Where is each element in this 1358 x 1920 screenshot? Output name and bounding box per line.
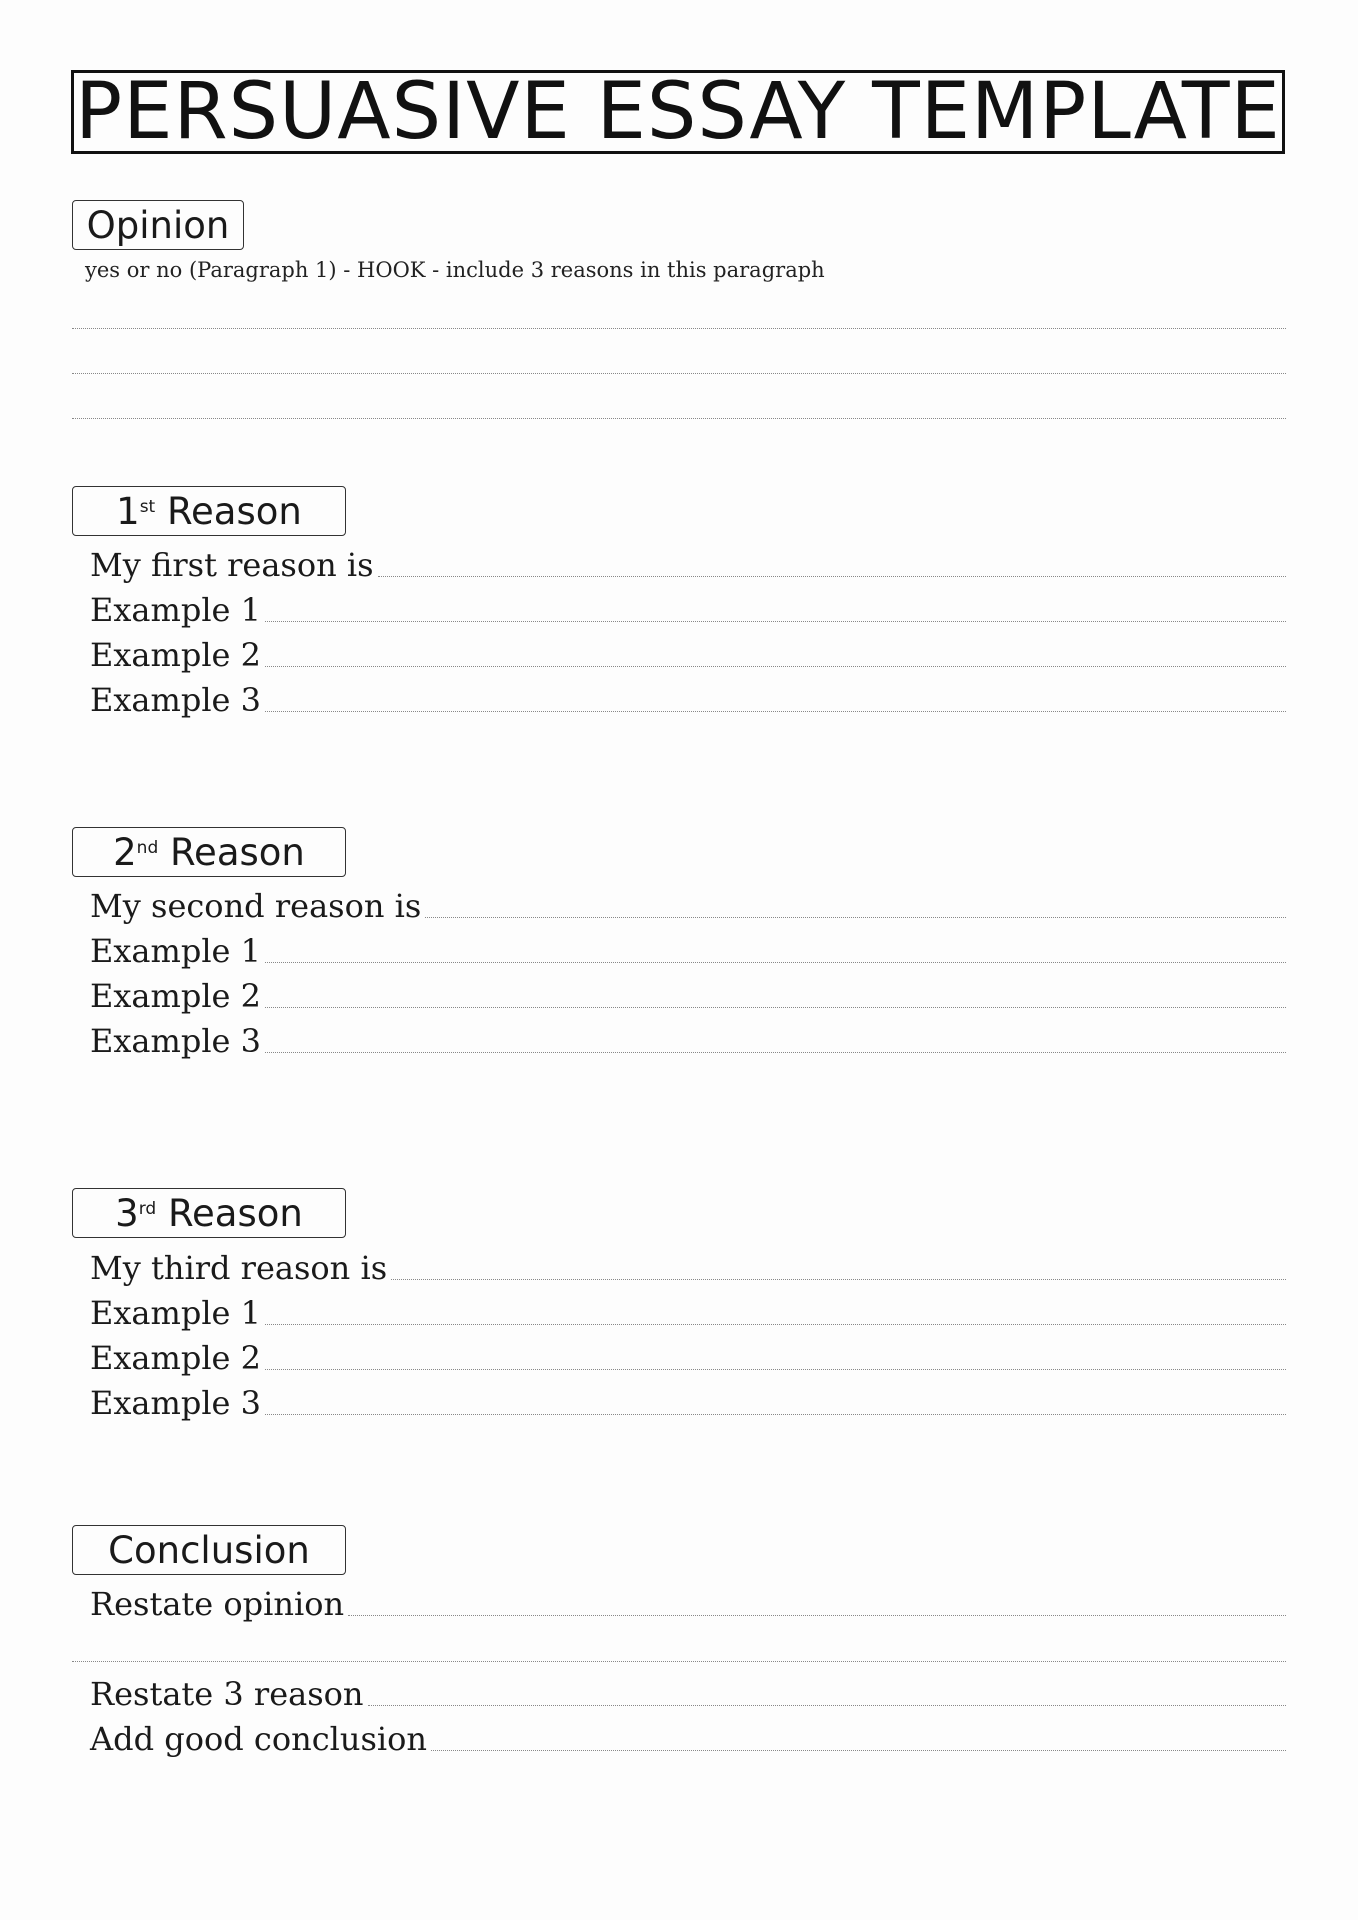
reason-word: Reason xyxy=(166,489,302,533)
reason-2-line[interactable] xyxy=(90,884,1286,924)
write-line[interactable] xyxy=(265,1052,1286,1053)
conclusion-write-line[interactable] xyxy=(72,1661,1286,1662)
conclusion-line[interactable] xyxy=(90,1717,1286,1757)
opinion-instruction: yes or no (Paragraph 1) - HOOK - include 3 reasons in this paragraph xyxy=(85,258,825,282)
line-prompt: Example 2 xyxy=(90,1339,262,1377)
ordinal-suffix: nd xyxy=(136,838,159,858)
line-prompt: Example 1 xyxy=(90,591,262,629)
reason-1-line[interactable] xyxy=(90,543,1286,583)
write-line[interactable] xyxy=(265,1414,1286,1415)
section-label-reason-2 xyxy=(72,827,346,877)
page-title: PERSUASIVE ESSAY TEMPLATE xyxy=(71,70,1285,154)
write-line[interactable] xyxy=(265,666,1286,667)
line-prompt: Example 3 xyxy=(90,1384,262,1422)
line-prompt: My first reason is xyxy=(90,546,374,584)
opinion-write-line[interactable] xyxy=(72,328,1286,329)
line-prompt: Example 1 xyxy=(90,932,262,970)
conclusion-line[interactable] xyxy=(90,1582,1286,1622)
write-line[interactable] xyxy=(368,1705,1287,1706)
line-prompt: Restate 3 reason xyxy=(90,1675,364,1713)
reason-1-line[interactable] xyxy=(90,588,1286,628)
line-prompt: My second reason is xyxy=(90,887,422,925)
write-line[interactable] xyxy=(265,711,1286,712)
ordinal-suffix: rd xyxy=(138,1199,157,1219)
section-label-conclusion: Conclusion xyxy=(72,1525,346,1575)
section-label-opinion: Opinion xyxy=(72,200,244,250)
reason-number: 3 xyxy=(115,1191,139,1235)
write-line[interactable] xyxy=(265,1007,1286,1008)
reason-3-line[interactable] xyxy=(90,1246,1286,1286)
reason-word: Reason xyxy=(170,830,305,874)
write-line[interactable] xyxy=(265,621,1286,622)
line-prompt: Example 3 xyxy=(90,681,262,719)
line-prompt: Example 3 xyxy=(90,1022,262,1060)
reason-1-line[interactable] xyxy=(90,633,1286,673)
conclusion-line[interactable] xyxy=(90,1672,1286,1712)
reason-3-line[interactable] xyxy=(90,1291,1286,1331)
opinion-write-line[interactable] xyxy=(72,373,1286,374)
reason-3-line[interactable] xyxy=(90,1381,1286,1421)
reason-1-line[interactable] xyxy=(90,678,1286,718)
reason-number: 1 xyxy=(116,489,140,533)
write-line[interactable] xyxy=(348,1615,1286,1616)
write-line[interactable] xyxy=(378,576,1286,577)
section-label-reason-1 xyxy=(72,486,346,536)
write-line[interactable] xyxy=(265,1369,1286,1370)
line-prompt: Example 2 xyxy=(90,977,262,1015)
reason-2-line[interactable] xyxy=(90,974,1286,1014)
opinion-write-line[interactable] xyxy=(72,418,1286,419)
line-prompt: My third reason is xyxy=(90,1249,388,1287)
line-prompt: Restate opinion xyxy=(90,1585,345,1623)
line-prompt: Example 2 xyxy=(90,636,262,674)
section-label-reason-3 xyxy=(72,1188,346,1238)
write-line[interactable] xyxy=(431,1750,1286,1751)
line-prompt: Example 1 xyxy=(90,1294,262,1332)
ordinal-suffix: st xyxy=(139,497,156,517)
reason-number: 2 xyxy=(113,830,137,874)
reason-2-line[interactable] xyxy=(90,1019,1286,1059)
write-line[interactable] xyxy=(265,1324,1286,1325)
line-prompt: Add good conclusion xyxy=(90,1720,428,1758)
reason-word: Reason xyxy=(167,1191,303,1235)
reason-3-line[interactable] xyxy=(90,1336,1286,1376)
write-line[interactable] xyxy=(265,962,1286,963)
write-line[interactable] xyxy=(425,917,1286,918)
write-line[interactable] xyxy=(391,1279,1286,1280)
reason-2-line[interactable] xyxy=(90,929,1286,969)
